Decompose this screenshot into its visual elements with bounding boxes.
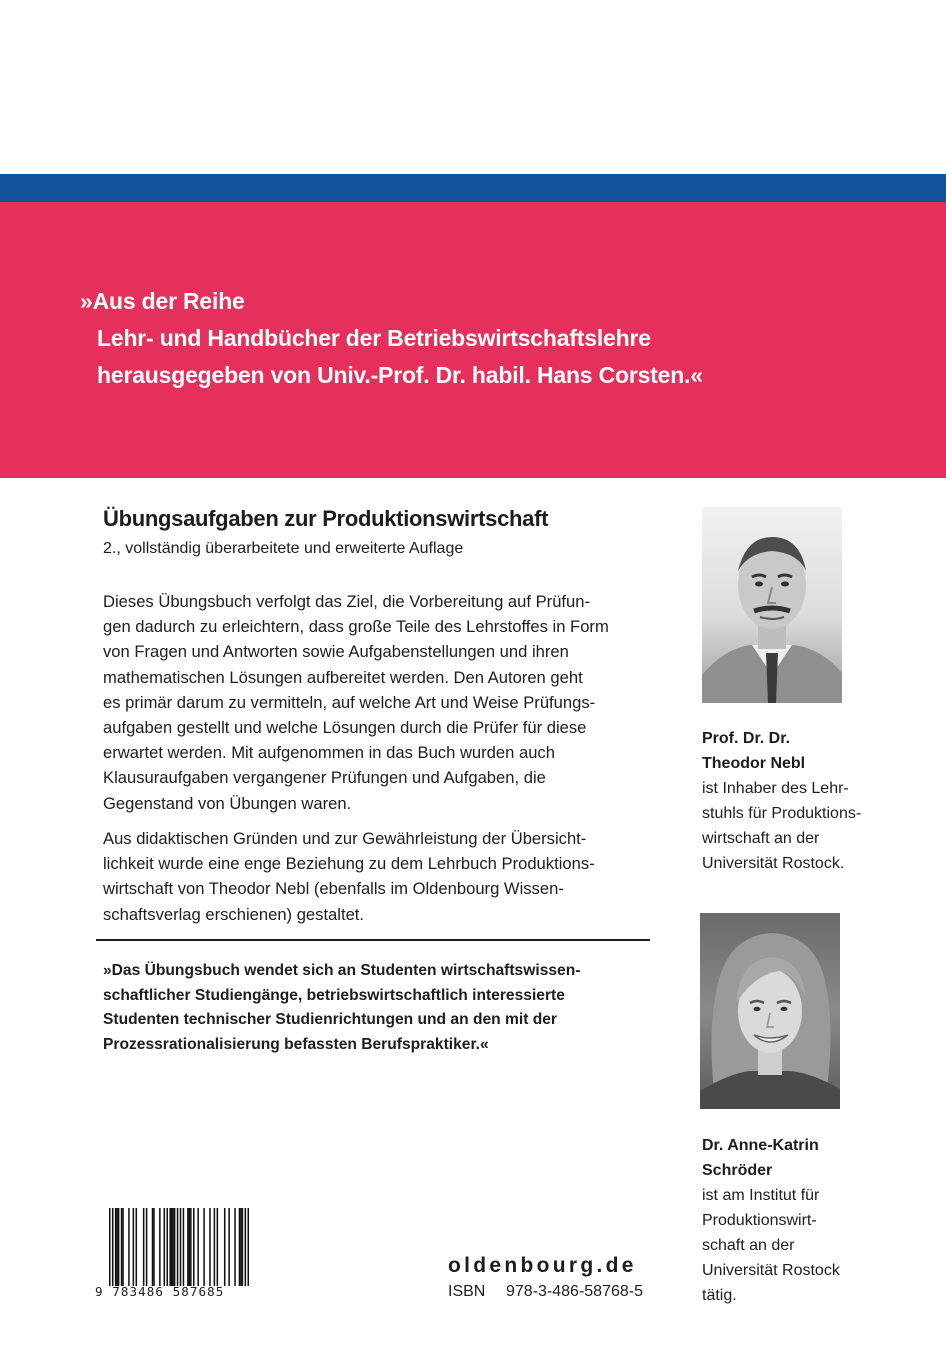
isbn-line <box>448 1283 643 1301</box>
barcode-bar <box>239 1208 241 1286</box>
barcode-bar <box>234 1208 236 1286</box>
barcode-bar <box>136 1208 138 1286</box>
audience-quote <box>103 959 580 1057</box>
barcode-digits: 9 783486 587685 <box>95 1284 225 1299</box>
author-bio-line: wirtschaft an der <box>702 830 820 847</box>
isbn-label: ISBN <box>448 1283 486 1300</box>
barcode-bar <box>224 1208 226 1286</box>
barcode-bar <box>112 1208 114 1286</box>
text-line: gen dadurch zu erleichtern, dass große Teile des Lehrstoffes in Form <box>103 617 609 637</box>
author-photo-nebl <box>702 507 842 703</box>
portrait-man-icon <box>702 507 842 703</box>
book-title: Übungsaufgaben zur Produktionswirtschaft <box>103 506 549 531</box>
quote-line: Prozessrationalisierung befassten Berufspraktiker.« <box>103 1035 489 1053</box>
text-line: lichkeit wurde eine enge Beziehung zu dem Lehrbuch Produktions- <box>103 854 595 874</box>
barcode-bar <box>189 1208 191 1286</box>
barcode-bar <box>159 1208 161 1286</box>
barcode-bar <box>146 1208 148 1286</box>
barcode-bar <box>118 1208 120 1286</box>
barcode-bar <box>164 1208 166 1286</box>
author-name: Prof. Dr. Dr. <box>702 730 791 747</box>
barcode-bar <box>240 1208 242 1286</box>
barcode-bar <box>172 1208 174 1286</box>
barcode-bar <box>174 1208 176 1286</box>
text-line: Aus didaktischen Gründen und zur Gewährleistung der Übersicht- <box>103 829 587 848</box>
barcode-bar <box>169 1208 171 1286</box>
text-line: Dieses Übungsbuch verfolgt das Ziel, die Vorbereitung auf Prüfun- <box>103 592 591 611</box>
barcode-bar <box>128 1208 130 1286</box>
author-bio-line: tätig. <box>702 1287 737 1304</box>
series-line: »Aus der Reihe <box>80 288 245 314</box>
publisher-website: oldenbourg.de <box>448 1254 637 1277</box>
barcode-bar <box>116 1208 118 1286</box>
isbn-number: 978-3-486-58768-5 <box>506 1283 643 1300</box>
barcode-bar <box>121 1208 123 1286</box>
barcode-bar <box>245 1208 247 1286</box>
barcode-bar <box>109 1208 111 1286</box>
text-line: aufgaben gestellt und welche Lösungen durch die Prüfer für diese <box>103 718 587 738</box>
isbn-barcode <box>109 1208 249 1286</box>
quote-line: schaftlicher Studiengänge, betriebswirtschaftlich interessierte <box>103 986 565 1004</box>
author-name: Dr. Anne-Katrin <box>702 1137 819 1154</box>
barcode-bar <box>203 1208 205 1286</box>
divider <box>96 939 650 941</box>
text-line: von Fragen und Antworten sowie Aufgabenstellungen und ihren <box>103 642 569 662</box>
author-bio-nebl <box>702 726 861 876</box>
barcode-bar <box>187 1208 189 1286</box>
series-statement <box>80 283 920 394</box>
author-bio-line: Universität Rostock <box>702 1262 840 1279</box>
author-bio-line: Produktionswirt- <box>702 1212 817 1229</box>
barcode-bar <box>214 1208 216 1286</box>
author-bio-line: ist Inhaber des Lehr- <box>702 780 849 797</box>
author-name: Theodor Nebl <box>702 755 806 772</box>
barcode-bar <box>177 1208 179 1286</box>
barcode-bar <box>143 1208 145 1286</box>
author-photo-schroeder <box>700 913 840 1109</box>
barcode-bar <box>180 1208 182 1286</box>
series-line: herausgegeben von Univ.-Prof. Dr. habil. Hans Corsten.« <box>97 362 703 388</box>
barcode-bar <box>122 1208 124 1286</box>
quote-line: Studenten technischer Studienrichtungen und an den mit der <box>103 1011 557 1029</box>
description-paragraph-1 <box>103 589 663 816</box>
barcode-bar <box>153 1208 155 1286</box>
text-line: es primär darum zu vermitteln, auf welche Art und Weise Prüfungs- <box>103 692 596 712</box>
portrait-woman-icon <box>700 913 840 1109</box>
barcode-bar <box>166 1208 168 1286</box>
barcode-bar <box>115 1208 117 1286</box>
quote-line: »Das Übungsbuch wendet sich an Studenten wirtschaftswissen- <box>103 962 581 979</box>
barcode-bar <box>193 1208 195 1286</box>
author-bio-line: ist am Institut für <box>702 1187 820 1204</box>
top-blue-band <box>0 174 946 202</box>
text-line: schaftsverlag erschienen) gestaltet. <box>103 904 365 924</box>
barcode-bar <box>183 1208 185 1286</box>
barcode-bar <box>171 1208 173 1286</box>
author-bio-line: Universität Rostock. <box>702 855 845 872</box>
barcode-bar <box>190 1208 192 1286</box>
author-bio-line: schaft an der <box>702 1237 795 1254</box>
barcode-bar <box>248 1208 249 1286</box>
barcode-bar <box>217 1208 219 1286</box>
text-line: Klausuraufgaben vergangener Prüfungen und Aufgaben, die <box>103 768 546 788</box>
text-line: erwartet werden. Mit aufgenommen in das Buch wurden auch <box>103 743 555 763</box>
barcode-bar <box>133 1208 135 1286</box>
text-line: Gegenstand von Übungen waren. <box>103 793 352 813</box>
barcode-bar <box>152 1208 154 1286</box>
author-name: Schröder <box>702 1162 773 1179</box>
book-edition: 2., vollständig überarbeitete und erweiterte Auflage <box>103 540 464 557</box>
barcode-bar <box>197 1208 199 1286</box>
barcode-bar <box>228 1208 230 1286</box>
author-bio-schroeder <box>702 1133 840 1308</box>
barcode-bar <box>209 1208 211 1286</box>
barcode-bar <box>242 1208 244 1286</box>
author-bio-line: stuhls für Produktions- <box>702 805 862 822</box>
series-line: Lehr- und Handbücher der Betriebswirtschaftslehre <box>97 325 651 351</box>
description-paragraph-2 <box>103 826 663 927</box>
text-line: wirtschaft von Theodor Nebl (ebenfalls im Oldenbourg Wissen- <box>103 879 564 899</box>
text-line: mathematischen Lösungen aufbereitet werden. Den Autoren geht <box>103 667 583 687</box>
